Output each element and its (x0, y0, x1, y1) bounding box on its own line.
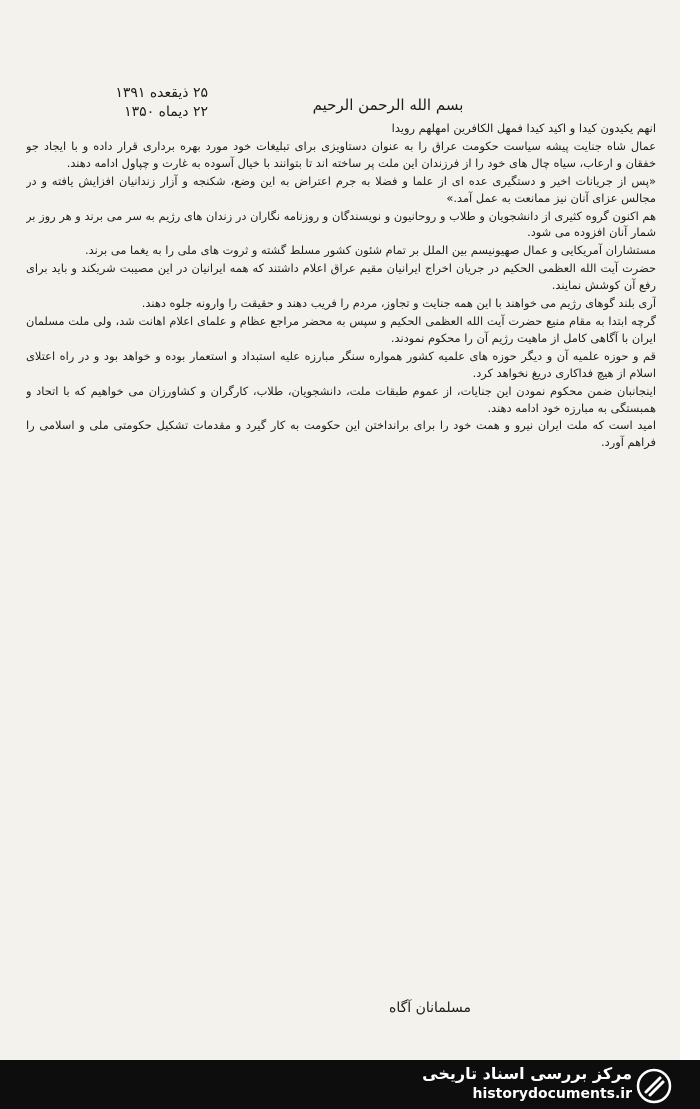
watermark-url[interactable]: historydocuments.ir (472, 1086, 632, 1102)
body-paragraph: قم و حوزه علمیه آن و دیگر حوزه های علمیه کشور همواره سنگر مبارزه علیه استبداد و استعمار بوده و خواهد بود و در راه اعتلای اسلام از هیچ فداکاری دریغ نخواهد کرد. (26, 348, 656, 380)
archive-logo-icon (636, 1068, 672, 1104)
watermark-title: مرکز بررسی اسناد تاریخی (422, 1064, 632, 1083)
body-paragraph: «پس از جریانات اخیر و دستگیری عده ای از علما و فضلا به جرم اعتراض به این وضع، شکنجه و آزار زندانیان افزایش یافته و در مجالس عزای آنان نیز ممانعت به عمل آمد.» (26, 173, 656, 205)
body-paragraph: آری بلند گوهای رژیم می خواهند با این همه جنایت و تجاوز، مردم را فریب دهند و حقیقت را وارونه جلوه دهند. (141, 296, 656, 311)
body-paragraph: اینجانبان ضمن محکوم نمودن این جنایات، از عموم طبقات ملت، دانشجویان، طلاب، کارگران و کشاورزان می خواهیم که با اتحاد و همبستگی به مبارزه خود ادامه دهند. (26, 383, 656, 415)
body-paragraph: عمال شاه جنایت پیشه سیاست حکومت عراق را به عنوان دستاویزی برای تبلیغات خود مورد بهره برداری قرار داده و با ایجاد جو خفقان و ارعاب، سیاه چال های خود را از فرزندان این ملت پر ساخته اند تا بتوانند با خیال آسوده به غارت و چپاول ادامه دهند. (26, 138, 656, 170)
solar-date: ۲۲ دیماه ۱۳۵۰ (124, 104, 208, 120)
quran-verse: انهم یکیدون کیدا و اکید کیدا فمهل الکافرین امهلهم رویدا (391, 121, 656, 135)
body-paragraph: هم اکنون گروه کثیری از دانشجویان و طلاب و روحانیون و نویسندگان و روزنامه نگاران در زندان های رژیم به سر می برند و هر روز بر شمار آنان افزوده می شود. (26, 208, 656, 240)
body-paragraph: مستشاران آمریکایی و عمال صهیونیسم بین الملل بر تمام شئون کشور مسلط گشته و ثروت های ملی را به یغما می برند. (85, 243, 656, 258)
hijri-date: ۲۵ ذیقعده ۱۳۹۱ (115, 85, 208, 101)
body-paragraph: حضرت آیت الله العظمی الحکیم در جریان اخراج ایرانیان مقیم عراق اعلام داشتند که همه ایرانیان در این مصیبت شریکند و باید برای رفع آن کوشش نمایند. (26, 261, 656, 293)
scan-edge (680, 0, 700, 1060)
closing-paragraph: امید است که ملت ایران نیرو و همت خود را برای برانداختن این حکومت به کار گیرد و مقدمات تشکیل حکومتی ملی و اسلامی را فراهم آورد. (26, 418, 656, 450)
signature: مسلمانان آگاه (388, 1000, 472, 1016)
date-block (48, 84, 208, 122)
basmala-heading: بسم الله الرحمن الرحیم (312, 96, 464, 114)
letter-body (26, 120, 656, 988)
body-paragraph: گرچه ابتدا به مقام منیع حضرت آیت الله العظمی الحکیم و سپس به محضر مراجع عظام و علمای اعلام اهانت شد، ولی ملت مسلمان ایران با آگاهی کامل از ماهیت رژیم آن را محکوم نمودند. (26, 313, 656, 345)
